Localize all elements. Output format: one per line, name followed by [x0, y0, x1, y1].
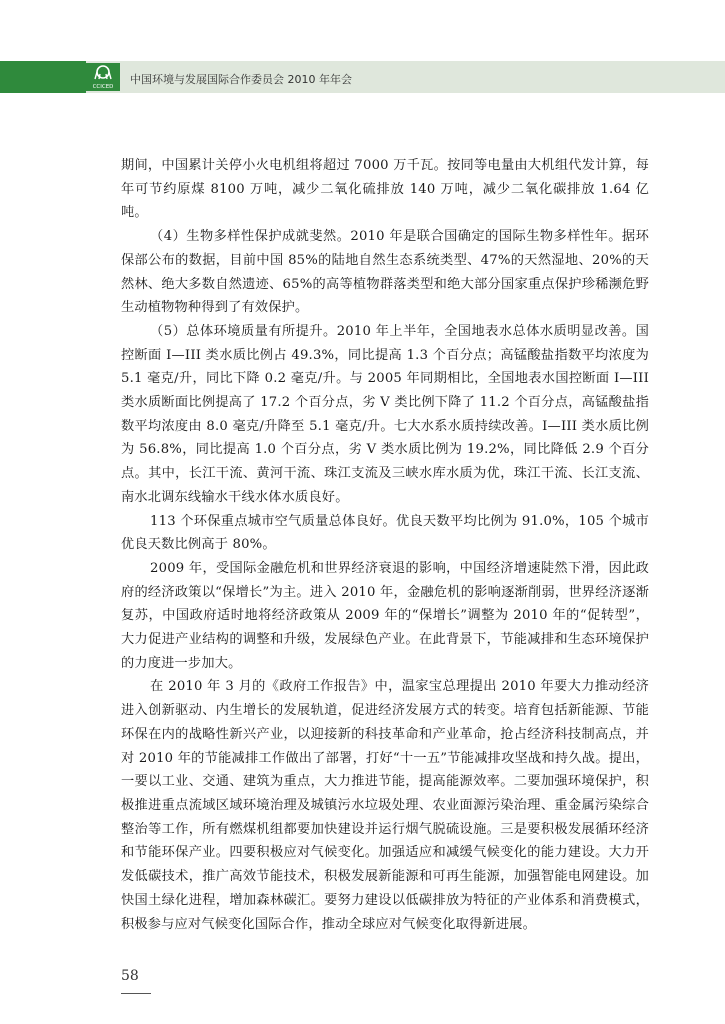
paragraph-1: 期间，中国累计关停小火电机组将超过 7000 万千瓦。按同等电量由大机组代发计算，每年可节约原煤 8100 万吨，减少二氧化硫排放 140 万吨，减少二氧化碳排放 1.64 亿吨。: [121, 158, 649, 221]
paragraph-3: （5）总体环境质量有所提升。2010 年上半年，全国地表水总体水质明显改善。国控断面 I—III 类水质比例占 49.3%，同比提高 1.3 个百分点；高锰酸盐指数平均浓度为 5.1 毫克/升，同比下降 0.2 毫克/升。与 2005 年同期相比，全国地表水国控断面 I—III 类水质断面比例提高了 17.2 个百分点，劣 V 类比例下降了 11.2 个百分点，高锰酸盐指数平均浓度由 8.0 毫克/升降至 5.1 毫克/升。七大水系水质持续改善。I—III 类水质比例为 56.8%，同比提高 1.0 个百分点，劣 V 类水质比例为 19.2%，同比降低 2.9 个百分点。其中，长江干流、黄河干流、珠江支流及三峡水库水质为优，珠江干流、长江支流、南水北调东线输水干线水体水质良好。: [121, 323, 649, 505]
page-header: [0, 61, 725, 93]
paragraph-4: 113 个环保重点城市空气质量总体良好。优良天数平均比例为 91.0%，105 个城市优良天数比例高于 80%。: [121, 513, 649, 553]
paragraph-5: 2009 年，受国际金融危机和世界经济衰退的影响，中国经济增速陡然下滑，因此政府的经济政策以“保增长”为主。进入 2010 年，金融危机的影响逐渐削弱，世界经济逐渐复苏，中国政府适时地将经济政策从 2009 年的“保增长”调整为 2010 年的“促转型”，大力促进产业结构的调整和升级，发展绿色产业。在此背景下，节能减排和生态环境保护的力度进一步加大。: [121, 560, 649, 671]
header-title: 中国环境与发展国际合作委员会 2010 年年会: [130, 73, 352, 86]
body-text: [121, 154, 649, 936]
logo-text: CCICED: [92, 84, 114, 90]
page-number: 58: [121, 968, 139, 984]
cciced-logo: [86, 63, 120, 91]
paragraph-2: （4）生物多样性保护成就斐然。2010 年是联合国确定的国际生物多样性年。据环保部公布的数据，目前中国 85%的陆地自然生态系统类型、47%的天然湿地、20%的天然林、绝大多数自然遗迹、65%的高等植物群落类型和绝大部分国家重点保护珍稀濒危野生动植物物种得到了有效保护。: [121, 229, 649, 316]
paragraph-6: 在 2010 年 3 月的《政府工作报告》中，温家宝总理提出 2010 年要大力推动经济进入创新驱动、内生增长的发展轨道，促进经济发展方式的转变。培育包括新能源、节能环保在内的战略性新兴产业，以迎接新的科技革命和产业革命，抢占经济科技制高点，并对 2010 年的节能减排工作做出了部署，打好“十一五”节能减排攻坚战和持久战。提出，一要以工业、交通、建筑为重点，大力推进节能，提高能源效率。二要加强环境保护，积极推进重点流域区域环境治理及城镇污水垃圾处理、农业面源污染治理、重金属污染综合整治等工作，所有燃煤机组都要加快建设并运行烟气脱硫设施。三是要积极发展循环经济和节能环保产业。四要积极应对气候变化。加强适应和减缓气候变化的能力建设。大力开发低碳技术，推广高效节能技术，积极发展新能源和可再生能源，加强智能电网建设。加快国土绿化进程，增加森林碳汇。要努力建设以低碳排放为特征的产业体系和消费模式，积极参与应对气候变化国际合作，推动全球应对气候变化取得新进展。: [121, 679, 649, 932]
header-green-block: [0, 61, 86, 93]
page-number-rule: [121, 993, 151, 994]
